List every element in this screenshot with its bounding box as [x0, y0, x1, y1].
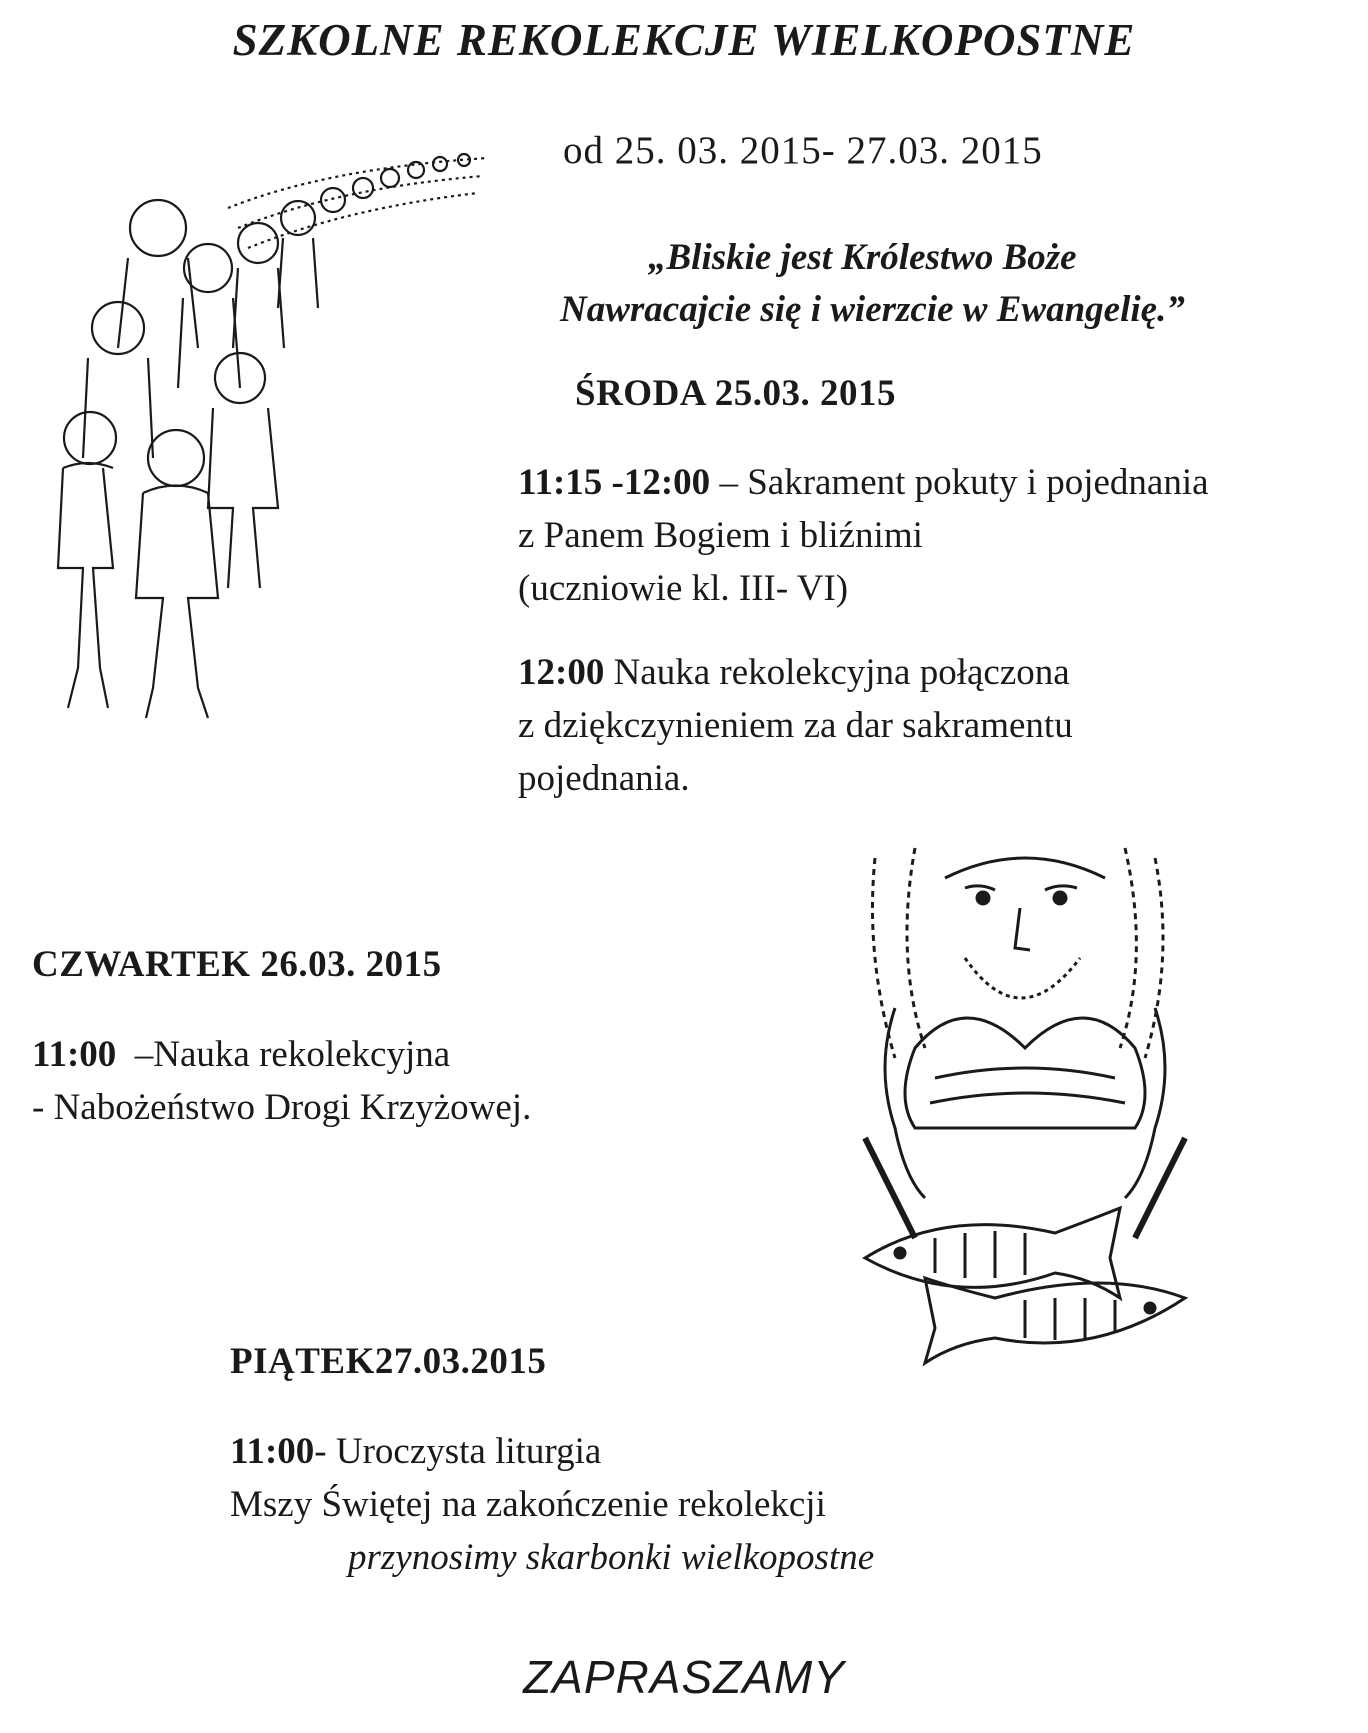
crowd-illustration — [28, 148, 498, 728]
christ-bread-fish-illustration — [855, 838, 1195, 1368]
thursday-heading: CZWARTEK 26.03. 2015 — [32, 944, 442, 985]
wednesday-item-1-line-1: – Sakrament pokuty i pojednania — [710, 462, 1209, 503]
wednesday-item-2-line-3: pojednania. — [518, 758, 690, 799]
thursday-item-1-line-1: –Nauka rekolekcyjna — [116, 1034, 451, 1075]
date-range: od 25. 03. 2015- 27.03. 2015 — [563, 129, 1043, 172]
thursday-item-1-line-2: - Nabożeństwo Drogi Krzyżowej. — [32, 1087, 532, 1128]
closing-invitation: ZAPRASZAMY — [523, 1651, 845, 1703]
thursday-item-1-time: 11:00 — [32, 1034, 117, 1075]
page-title: SZKOLNE REKOLEKCJE WIELKOPOSTNE — [232, 15, 1136, 65]
friday-item-1-line-1: - Uroczysta liturgia — [314, 1431, 602, 1472]
wednesday-item-2-line-2: z dziękczynieniem za dar sakramentu — [518, 705, 1073, 746]
quote-line-1: „Bliskie jest Królestwo Boże — [648, 237, 1077, 278]
wednesday-item-1 — [518, 456, 1209, 615]
wednesday-item-2-time: 12:00 — [518, 652, 605, 693]
wednesday-item-2-line-1: Nauka rekolekcyjna połączona — [604, 652, 1070, 693]
quote-line-2: Nawracajcie się i wierzcie w Ewangelię.” — [560, 289, 1185, 330]
wednesday-item-1-line-2: z Panem Bogiem i bliźnimi — [518, 515, 923, 556]
friday-item-1-line-2: Mszy Świętej na zakończenie rekolekcji — [230, 1484, 826, 1525]
friday-heading: PIĄTEK27.03.2015 — [230, 1341, 547, 1382]
wednesday-item-1-time: 11:15 -12:00 — [518, 462, 711, 503]
friday-note: przynosimy skarbonki wielkopostne — [348, 1537, 875, 1578]
wednesday-item-1-line-3: (uczniowie kl. III- VI) — [518, 568, 849, 609]
thursday-item-1 — [32, 1028, 531, 1134]
wednesday-heading: ŚRODA 25.03. 2015 — [575, 373, 896, 414]
friday-item-1 — [230, 1425, 874, 1584]
scripture-quote — [560, 232, 1185, 336]
friday-item-1-time: 11:00 — [230, 1431, 315, 1472]
wednesday-item-2 — [518, 646, 1073, 805]
